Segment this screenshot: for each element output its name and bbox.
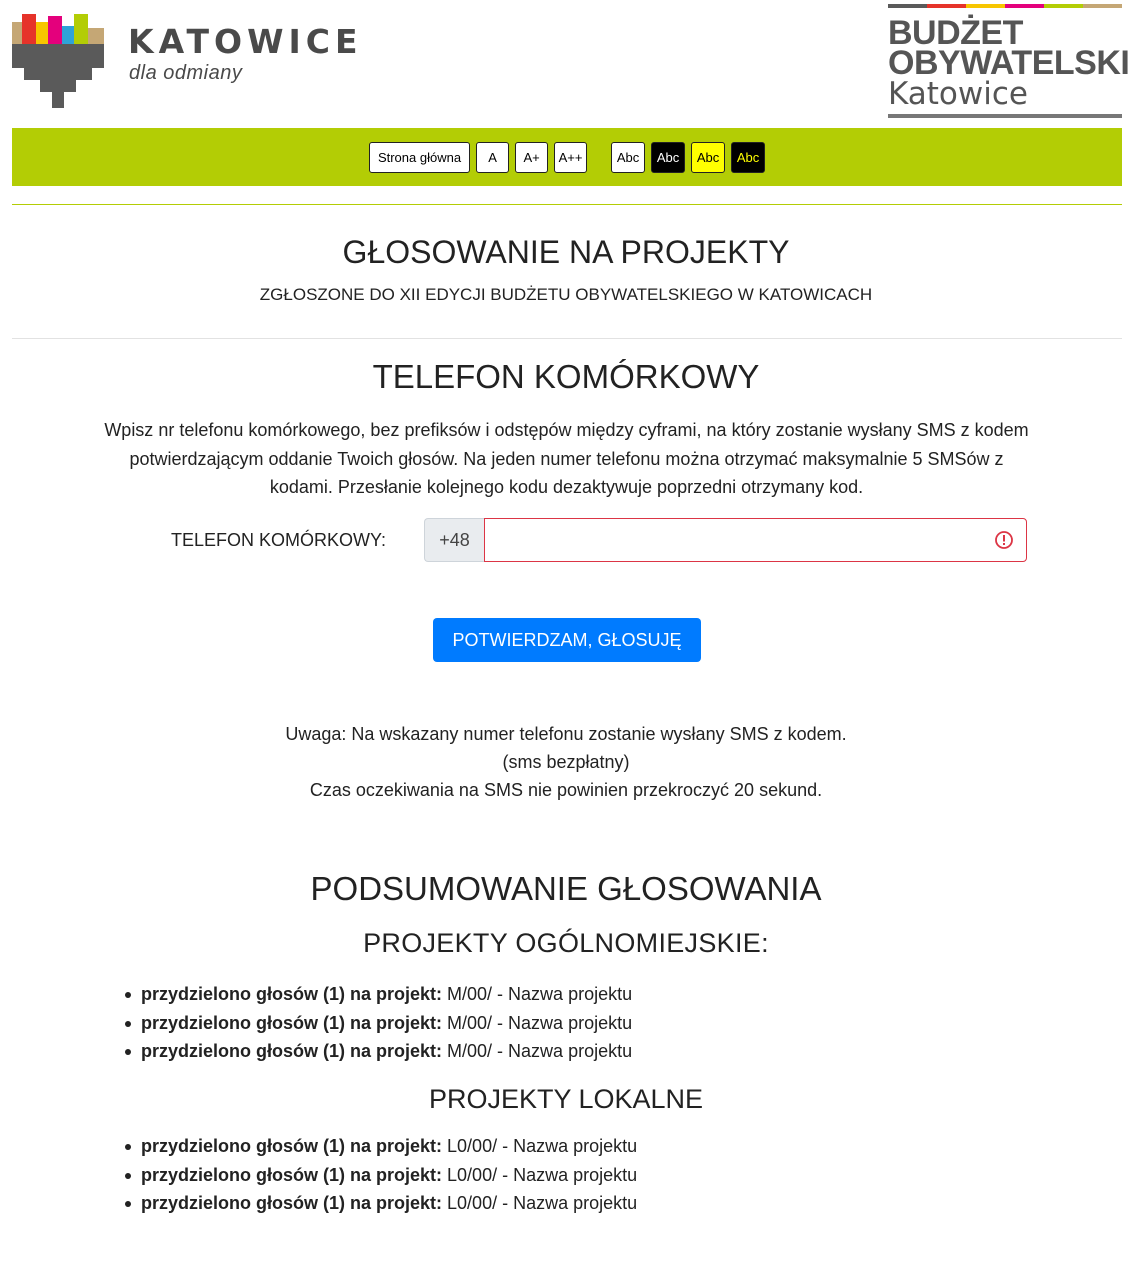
logo-color-stripes bbox=[888, 4, 1122, 8]
contrast-yellow-button[interactable]: Abc bbox=[691, 142, 725, 173]
divider bbox=[12, 338, 1122, 339]
page-subtitle: ZGŁOSZONE DO XII EDYCJI BUDŻETU OBYWATELSKIEGO W KATOWICACH bbox=[259, 285, 873, 304]
logo-underline bbox=[888, 114, 1122, 118]
phone-form-row bbox=[0, 518, 1132, 562]
city-name: KATOWICE bbox=[128, 22, 363, 61]
page-title: GŁOSOWANIE NA PROJEKTY bbox=[342, 234, 790, 270]
city-projects-title: PROJEKTY OGÓLNOMIEJSKIE: bbox=[363, 928, 769, 958]
divider bbox=[12, 204, 1122, 205]
budzet-obywatelski-logo[interactable] bbox=[888, 4, 1130, 120]
logo-line-2: OBYWATELSKI bbox=[888, 44, 1130, 82]
city-tagline: dla odmiany bbox=[129, 62, 243, 84]
home-button[interactable]: Strona główna bbox=[369, 142, 470, 173]
font-size-xlarge-button[interactable]: A++ bbox=[554, 142, 587, 173]
contrast-default-button[interactable]: Abc bbox=[611, 142, 645, 173]
local-projects-title: PROJEKTY LOKALNE bbox=[428, 1084, 704, 1114]
list-item: przydzielono głosów (1) na projekt: M/00/ - Nazwa projektu bbox=[141, 1037, 632, 1066]
list-item: przydzielono głosów (1) na projekt: M/00/ - Nazwa projektu bbox=[141, 1009, 632, 1038]
local-projects-list bbox=[141, 1132, 637, 1218]
sms-note bbox=[0, 720, 1132, 804]
sms-note-line-3: Czas oczekiwania na SMS nie powinien przekroczyć 20 sekund. bbox=[309, 780, 823, 800]
katowice-logo[interactable] bbox=[12, 14, 104, 108]
font-size-normal-button[interactable]: A bbox=[476, 142, 509, 173]
phone-prefix: +48 bbox=[424, 518, 484, 562]
site-header bbox=[0, 0, 1132, 128]
accessibility-toolbar bbox=[12, 128, 1122, 186]
city-projects-list bbox=[141, 980, 632, 1066]
list-item: przydzielono głosów (1) na projekt: L0/00/ - Nazwa projektu bbox=[141, 1189, 637, 1218]
contrast-black-button[interactable]: Abc bbox=[651, 142, 685, 173]
list-item: przydzielono głosów (1) na projekt: L0/00/ - Nazwa projektu bbox=[141, 1132, 637, 1161]
font-size-large-button[interactable]: A+ bbox=[515, 142, 548, 173]
phone-instructions: Wpisz nr telefonu komórkowego, bez prefiksów i odstępów między cyframi, na który zostanie wysłany SMS z kodem potwierdzającym oddanie Twoich głosów. Na jeden numer telefonu można otrzymać maksymalnie 5 SMSów z kodami. Przesłanie kolejnego kodu dezaktywuje poprzedni otrzymany kod. bbox=[104, 420, 1029, 497]
phone-label: TELEFON KOMÓRKOWY: bbox=[171, 530, 387, 550]
error-icon bbox=[994, 530, 1014, 550]
list-item: przydzielono głosów (1) na projekt: M/00/ - Nazwa projektu bbox=[141, 980, 632, 1009]
sms-note-line-2: (sms bezpłatny) bbox=[502, 752, 630, 772]
logo-line-1: BUDŻET bbox=[888, 14, 1023, 52]
confirm-vote-button[interactable]: POTWIERDZAM, GŁOSUJĘ bbox=[433, 618, 701, 662]
logo-line-3: Katowice bbox=[888, 76, 1028, 112]
summary-title: PODSUMOWANIE GŁOSOWANIA bbox=[310, 870, 822, 907]
phone-input[interactable] bbox=[484, 518, 1027, 562]
list-item: przydzielono głosów (1) na projekt: L0/00/ - Nazwa projektu bbox=[141, 1161, 637, 1190]
phone-section-title: TELEFON KOMÓRKOWY bbox=[372, 358, 760, 395]
contrast-black-yellow-button[interactable]: Abc bbox=[731, 142, 765, 173]
sms-note-line-1: Uwaga: Na wskazany numer telefonu zostanie wysłany SMS z kodem. bbox=[285, 724, 847, 744]
